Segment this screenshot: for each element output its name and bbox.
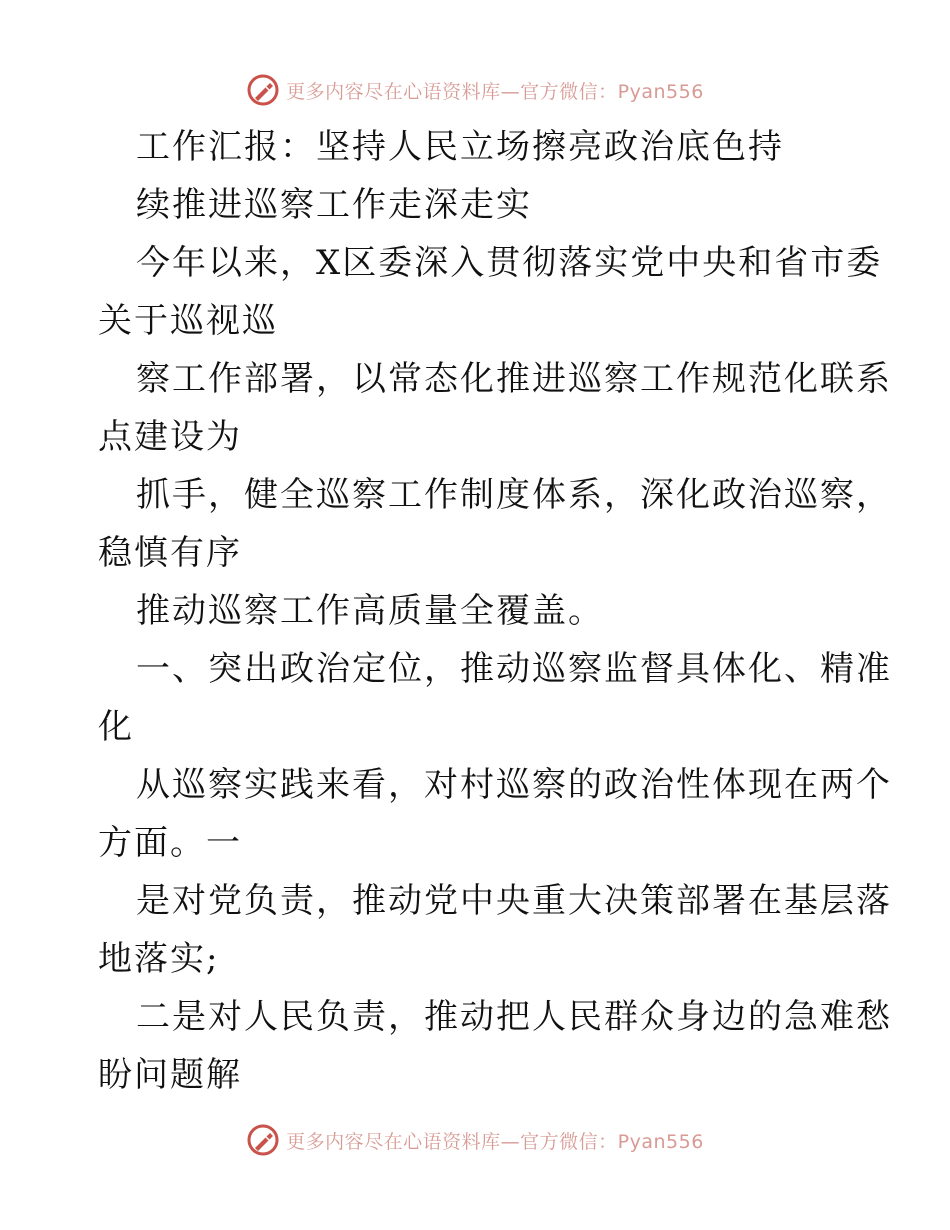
title-line-2: 续推进巡察工作走深走实	[136, 185, 532, 225]
paragraph-line: 二是对人民负责，推动把人民群众身边的急难愁	[136, 997, 892, 1037]
title-line-1: 工作汇报：坚持人民立场擦亮政治底色持	[136, 127, 784, 167]
document-body	[98, 118, 892, 1104]
header-watermark	[0, 70, 950, 110]
paragraph-line: 抓手，健全巡察工作制度体系，深化政治巡察，	[136, 475, 892, 515]
paragraph-line: 点建设为	[98, 417, 242, 457]
paragraph-line: 察工作部署，以常态化推进巡察工作规范化联系	[136, 359, 892, 399]
paragraph-line: 地落实;	[98, 939, 220, 979]
watermark-text: 更多内容尽在心语资料库—官方微信：Pyan556	[286, 1130, 704, 1153]
footer-watermark	[0, 1120, 950, 1160]
paragraph-line: 盼问题解	[98, 1055, 242, 1095]
paragraph-line: 方面。一	[98, 823, 242, 863]
paragraph-line: 今年以来，X区委深入贯彻落实党中央和省市委	[136, 243, 883, 283]
paragraph-line: 从巡察实践来看，对村巡察的政治性体现在两个	[136, 765, 892, 805]
paragraph-line: 稳慎有序	[98, 533, 242, 573]
pen-logo-icon	[246, 73, 280, 107]
watermark-text: 更多内容尽在心语资料库—官方微信：Pyan556	[286, 80, 704, 103]
paragraph-line: 推动巡察工作高质量全覆盖。	[136, 591, 604, 631]
section-heading-line: 化	[98, 707, 134, 747]
paragraph-line: 是对党负责，推动党中央重大决策部署在基层落	[136, 881, 892, 921]
section-heading-line: 一、突出政治定位，推动巡察监督具体化、精准	[136, 649, 892, 689]
pen-logo-icon	[246, 1123, 280, 1157]
paragraph-line: 关于巡视巡	[98, 301, 278, 341]
